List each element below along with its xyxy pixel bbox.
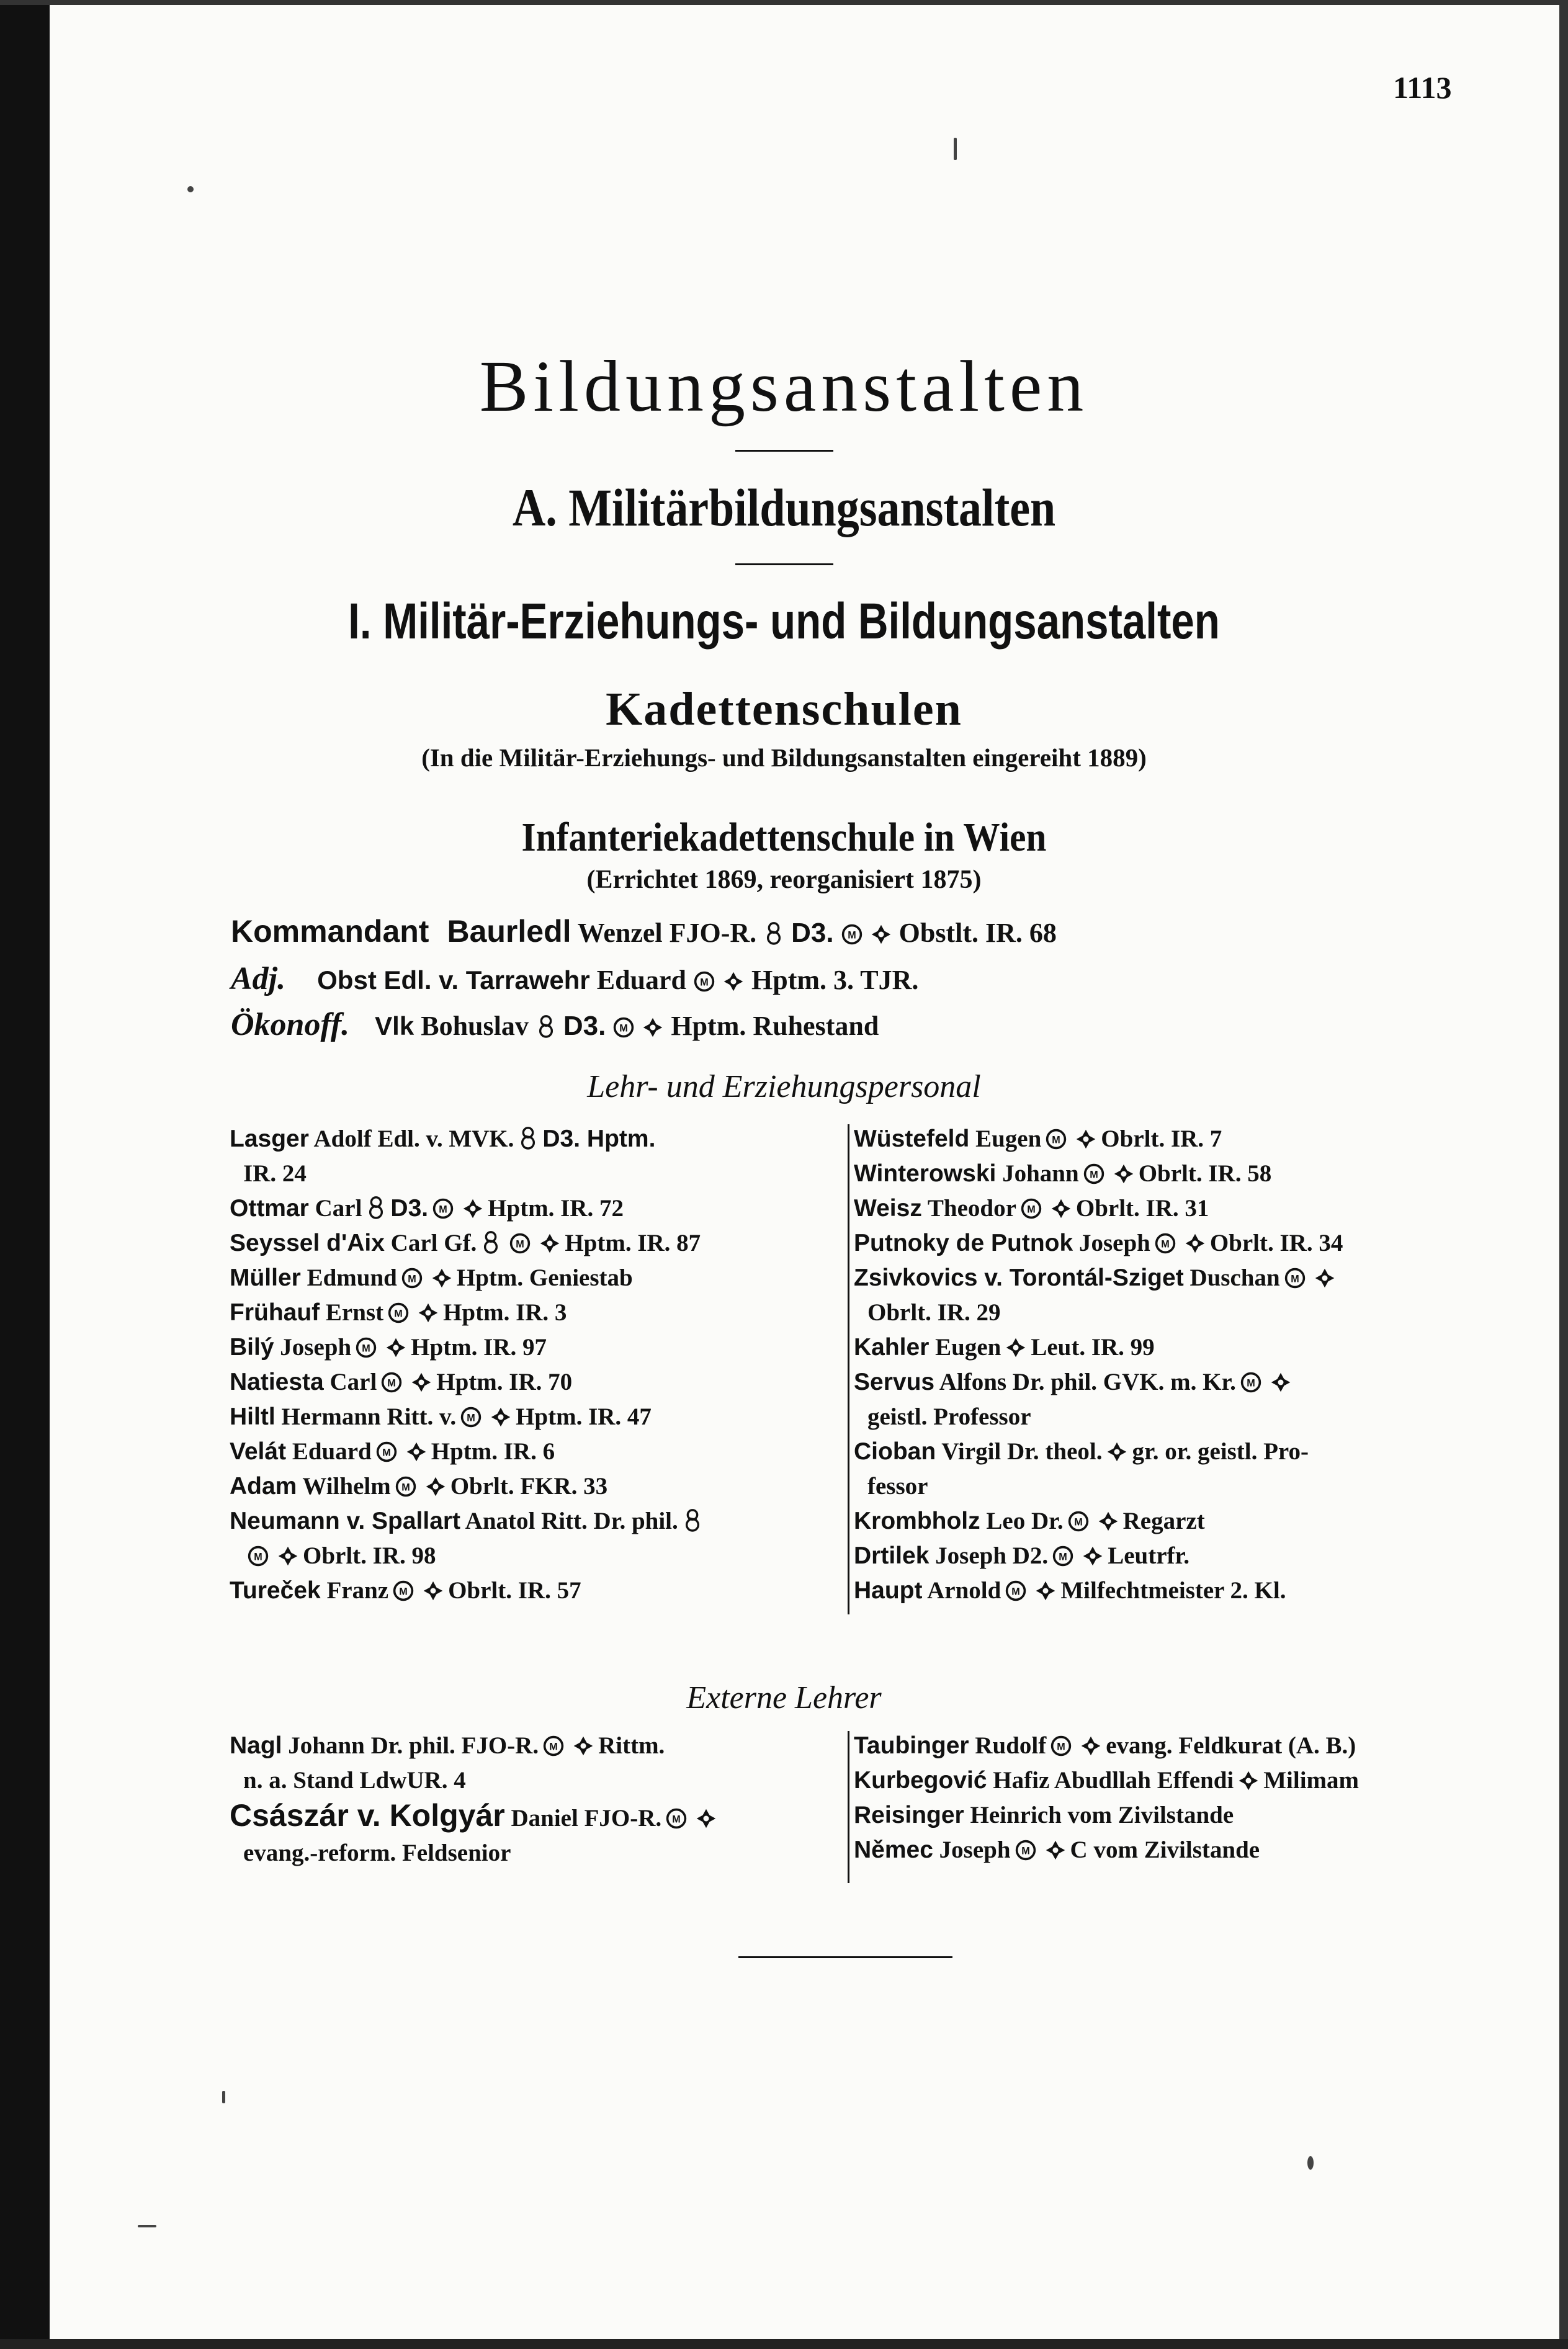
command-row-oekonom (231, 1006, 879, 1043)
rank-unit: Obrlt. IR. 7 (1101, 1125, 1222, 1152)
cross-icon (277, 1542, 299, 1569)
list-item (854, 1539, 1474, 1573)
cross-icon (1050, 1195, 1072, 1222)
svg-text:M: M (700, 977, 709, 988)
kadettenschulen-title: Kadettenschulen (606, 683, 962, 735)
list-item (854, 1295, 1474, 1330)
rank-unit: Hptm. IR. 70 (436, 1369, 573, 1395)
list-item (854, 1798, 1474, 1833)
military-merit-icon (392, 1577, 414, 1604)
person-surname: Seyssel d'Aix (230, 1230, 385, 1256)
list-item (230, 1400, 850, 1434)
cross-icon (1106, 1438, 1128, 1465)
person-surname: Hiltl (230, 1403, 276, 1430)
cross-icon (417, 1299, 439, 1326)
military-merit-icon (1067, 1508, 1090, 1534)
svg-text:M: M (467, 1412, 475, 1424)
svg-text:M: M (1021, 1845, 1030, 1857)
cross-icon (431, 1264, 453, 1291)
main-title: Bildungsanstalten (479, 346, 1089, 427)
person-surname: Servus (854, 1369, 935, 1395)
cross-icon (410, 1369, 432, 1395)
list-item (854, 1434, 1474, 1469)
rank-unit: Obrlt. IR. 58 (1138, 1160, 1272, 1187)
order-cross-icon (535, 1011, 557, 1041)
svg-text:M: M (394, 1308, 403, 1320)
list-item (854, 1157, 1474, 1191)
extern-list-right (854, 1729, 1474, 1868)
school-note: (Errichtet 1869, reorganisiert 1875) (586, 866, 982, 894)
rank-unit: Obrlt. IR. 98 (303, 1542, 436, 1569)
person-surname: Putnoky de Putnok (854, 1230, 1073, 1256)
column-divider (848, 1124, 849, 1614)
person-details: Eugen (975, 1125, 1042, 1152)
list-item (230, 1330, 850, 1365)
list-item (230, 1763, 850, 1798)
staff-section-heading: Lehr- und Erziehungspersonal (587, 1069, 981, 1104)
cross-icon (385, 1334, 407, 1361)
military-merit-icon (1240, 1369, 1262, 1395)
cross-icon (1005, 1334, 1027, 1361)
list-item (230, 1836, 850, 1871)
list-item (230, 1469, 850, 1504)
person-details: Alfons Dr. phil. GVK. m. Kr. (939, 1369, 1236, 1395)
person-surname: Weisz (854, 1195, 922, 1222)
military-merit-icon (401, 1264, 423, 1291)
list-item (854, 1191, 1474, 1226)
command-row-adjutant (231, 960, 918, 997)
rank-unit: Hptm. 3. TJR. (751, 965, 919, 995)
cross-icon (539, 1230, 561, 1256)
decoration-code: D3. Hptm. (542, 1125, 656, 1152)
section-i-title: I. Militär-Erziehungs- und Bildungsanstalten (348, 593, 1220, 650)
svg-text:M: M (1057, 1741, 1065, 1753)
list-item (854, 1833, 1474, 1868)
rank-unit: Hptm. IR. 6 (431, 1438, 555, 1465)
rank-unit: Obrlt. IR. 57 (448, 1577, 581, 1604)
person-surname: Baurledl (447, 914, 571, 949)
list-item (854, 1330, 1474, 1365)
person-surname: Lasger (230, 1125, 309, 1152)
rank-unit: Hptm. Ruhestand (671, 1011, 879, 1041)
rank-unit: Hptm. IR. 3 (443, 1299, 567, 1326)
cross-icon (1082, 1542, 1104, 1569)
cross-icon (1184, 1230, 1206, 1256)
decoration-code: D3. (390, 1195, 429, 1222)
list-item (230, 1798, 850, 1836)
person-surname: Tureček (230, 1577, 321, 1604)
military-merit-icon (1052, 1542, 1074, 1569)
person-details: Adolf Edl. v. MVK. (313, 1125, 514, 1152)
person-surname: Bilý (230, 1334, 274, 1361)
military-merit-icon (387, 1299, 410, 1326)
military-merit-icon (380, 1369, 403, 1395)
scan-speck (954, 138, 957, 160)
person-details: Carl (329, 1369, 377, 1395)
scan-speck (138, 2225, 156, 2227)
svg-text:M: M (672, 1814, 681, 1825)
person-details: Wilhelm (302, 1473, 391, 1500)
cross-icon (462, 1195, 484, 1222)
person-details: Arnold (927, 1577, 1001, 1604)
rank-unit: Obstlt. IR. 68 (898, 918, 1057, 948)
rank-unit: Obrlt. IR. 31 (1075, 1195, 1209, 1222)
rank-unit: Hptm. IR. 87 (565, 1230, 701, 1256)
military-merit-icon (1045, 1125, 1067, 1152)
svg-text:M: M (847, 929, 856, 941)
person-surname: Vlk (375, 1011, 414, 1040)
svg-text:M: M (619, 1022, 629, 1034)
cross-icon (1314, 1264, 1336, 1291)
role-label: Kommandant (231, 914, 429, 949)
person-surname: Winterowski (854, 1160, 997, 1187)
person-surname: Haupt (854, 1577, 923, 1604)
svg-text:M: M (399, 1586, 408, 1598)
list-item (854, 1365, 1474, 1400)
person-details: Theodor (927, 1195, 1016, 1222)
military-merit-icon (693, 965, 745, 995)
list-item (854, 1226, 1474, 1261)
military-merit-icon (665, 1805, 688, 1832)
end-rule (738, 1956, 952, 1958)
rank-unit: evang. Feldkurat (A. B.) (1106, 1732, 1356, 1759)
list-item (230, 1295, 850, 1330)
military-merit-icon (355, 1334, 377, 1361)
rank-unit: Leut. IR. 99 (1031, 1334, 1155, 1361)
person-surname: Reisinger (854, 1802, 964, 1828)
military-merit-icon (375, 1438, 398, 1465)
staff-list-right (854, 1122, 1474, 1608)
person-details: Anatol Ritt. Dr. phil. (465, 1508, 678, 1534)
list-item (230, 1434, 850, 1469)
scan-border-bottom (0, 2339, 1568, 2349)
person-details: Carl Gf. (390, 1230, 477, 1256)
svg-text:M: M (1052, 1134, 1061, 1146)
person-details: Eduard (292, 1438, 372, 1465)
svg-text:M: M (516, 1238, 525, 1250)
military-merit-icon (1154, 1230, 1176, 1256)
school-title: Infanteriekadettenschule in Wien (521, 815, 1047, 860)
list-item (230, 1261, 850, 1295)
person-details: Eduard (596, 965, 687, 995)
person-surname: Császár v. Kolgyár (230, 1798, 505, 1833)
person-details: n. a. Stand LdwUR. 4 (243, 1767, 466, 1794)
rank-unit: Rittm. (598, 1732, 665, 1759)
list-item (854, 1261, 1474, 1295)
divider-rule (735, 563, 833, 565)
list-item (230, 1539, 850, 1573)
svg-text:M: M (1089, 1169, 1098, 1181)
person-surname: Ottmar (230, 1195, 309, 1222)
person-details: Eugen (935, 1334, 1001, 1361)
person-details: Ernst (325, 1299, 384, 1326)
military-merit-icon (1005, 1577, 1027, 1604)
list-item (854, 1763, 1474, 1798)
military-merit-icon (1284, 1264, 1306, 1291)
order-cross-icon (682, 1508, 703, 1534)
svg-text:M: M (1161, 1238, 1170, 1250)
person-details: Joseph (939, 1837, 1011, 1863)
rank-unit: Hptm. IR. 47 (516, 1403, 652, 1430)
person-details: Edmund (307, 1264, 397, 1291)
person-details: Daniel FJO-R. (511, 1805, 662, 1832)
military-merit-icon (1050, 1732, 1072, 1759)
cross-icon (490, 1403, 512, 1430)
rank-unit: gr. or. geistl. Pro- (1132, 1438, 1309, 1465)
person-surname: Nagl (230, 1732, 282, 1759)
svg-text:M: M (1290, 1273, 1299, 1285)
person-surname: Zsivkovics v. Torontál-Sziget (854, 1264, 1184, 1291)
cross-icon (424, 1473, 447, 1500)
person-details: Leo Dr. (986, 1508, 1064, 1534)
svg-text:M: M (439, 1204, 447, 1215)
person-surname: Wüstefeld (854, 1125, 970, 1152)
column-divider (848, 1731, 849, 1883)
person-details: Joseph D2. (935, 1542, 1049, 1569)
person-details: Duschan (1189, 1264, 1280, 1291)
person-surname: Obst Edl. v. Tarrawehr (317, 965, 590, 995)
cross-icon (1034, 1577, 1057, 1604)
scan-speck (187, 186, 194, 192)
section-a-title: A. Militärbildungsanstalten (512, 478, 1056, 537)
person-details: Johann Dr. phil. FJO-R. (288, 1732, 539, 1759)
person-surname: Velát (230, 1438, 287, 1465)
person-details: Obrlt. IR. 29 (867, 1299, 1001, 1326)
svg-text:M: M (549, 1741, 558, 1753)
person-details: Joseph (280, 1334, 352, 1361)
scan-speck (222, 2091, 225, 2103)
role-label: Adj. (231, 961, 286, 996)
rank-unit: Leutrfr. (1108, 1542, 1189, 1569)
svg-text:M: M (401, 1482, 410, 1493)
cross-icon (422, 1577, 444, 1604)
cross-icon (1237, 1767, 1260, 1794)
order-cross-icon (365, 1195, 387, 1222)
person-surname: Kahler (854, 1334, 930, 1361)
list-item (230, 1729, 850, 1763)
person-details: IR. 24 (243, 1160, 307, 1187)
kadettenschulen-note: (In die Militär-Erziehungs- und Bildungsanstalten eingereiht 1889) (421, 743, 1147, 772)
person-surname: Krombholz (854, 1508, 980, 1534)
rank-unit: Regarzt (1122, 1508, 1205, 1534)
person-surname: Drtilek (854, 1542, 930, 1569)
decoration-code: D3. (563, 1011, 606, 1041)
order-cross-icon (517, 1125, 539, 1152)
cross-icon (405, 1438, 428, 1465)
extern-section-heading: Externe Lehrer (686, 1680, 882, 1716)
page-number: 1113 (1393, 70, 1452, 105)
svg-text:M: M (362, 1343, 370, 1354)
cross-icon (1080, 1732, 1102, 1759)
military-merit-icon (509, 1230, 531, 1256)
cross-icon (1113, 1160, 1135, 1187)
person-details: Carl (315, 1195, 362, 1222)
rank-unit: Obrlt. FKR. 33 (450, 1473, 608, 1500)
cross-icon (572, 1732, 594, 1759)
person-details: Virgil Dr. theol. (941, 1438, 1103, 1465)
rank-unit: Milimam (1263, 1767, 1360, 1794)
list-item (230, 1122, 850, 1157)
list-item (854, 1573, 1474, 1608)
cross-icon (1075, 1125, 1097, 1152)
svg-text:M: M (1073, 1516, 1083, 1528)
list-item (230, 1504, 850, 1539)
person-surname: Neumann v. Spallart (230, 1508, 461, 1534)
divider-rule (735, 450, 833, 452)
staff-list-left (230, 1122, 850, 1608)
military-merit-icon (247, 1542, 269, 1569)
list-item (230, 1573, 850, 1608)
svg-text:M: M (387, 1377, 396, 1389)
person-details: Hafiz Abudllah Effendi (993, 1767, 1234, 1794)
list-item (854, 1469, 1474, 1504)
person-details: Hermann Ritt. v. (281, 1403, 457, 1430)
person-surname: Cioban (854, 1438, 936, 1465)
list-item (230, 1191, 850, 1226)
command-row-kommandant (231, 913, 1057, 949)
person-surname: Natiesta (230, 1369, 324, 1395)
cross-icon (1044, 1837, 1067, 1863)
military-merit-icon (1020, 1195, 1042, 1222)
svg-text:M: M (1011, 1586, 1021, 1598)
rank-unit: Hptm. IR. 97 (411, 1334, 547, 1361)
person-details: Rudolf (975, 1732, 1047, 1759)
list-item (854, 1400, 1474, 1434)
person-details: Bohuslav (421, 1011, 529, 1041)
list-item (854, 1122, 1474, 1157)
person-surname: Müller (230, 1264, 301, 1291)
order-cross-icon (763, 918, 784, 948)
rank-unit: C vom Zivilstande (1070, 1837, 1260, 1863)
list-item (230, 1157, 850, 1191)
military-merit-icon (1015, 1837, 1037, 1863)
svg-text:M: M (254, 1551, 262, 1563)
list-item (854, 1504, 1474, 1539)
person-surname: Němec (854, 1837, 933, 1863)
person-details: evang.-reform. Feldsenior (243, 1840, 511, 1866)
military-merit-icon (1083, 1160, 1105, 1187)
military-merit-icon (542, 1732, 565, 1759)
military-merit-icon (841, 918, 892, 948)
rank-unit: Milfechtmeister 2. Kl. (1060, 1577, 1286, 1604)
scan-border-top (0, 0, 1568, 5)
person-details: geistl. Professor (867, 1403, 1031, 1430)
svg-text:M: M (1247, 1377, 1255, 1389)
decoration-code: D3. (791, 918, 834, 948)
extern-list-left (230, 1729, 850, 1871)
role-label: Ökonoff. (231, 1007, 350, 1042)
list-item (854, 1729, 1474, 1763)
svg-text:M: M (1027, 1204, 1036, 1215)
person-surname: Frühauf (230, 1299, 320, 1326)
rank-unit: Hptm. IR. 72 (488, 1195, 624, 1222)
svg-text:M: M (408, 1273, 416, 1285)
person-details: Franz (326, 1577, 389, 1604)
list-item (230, 1226, 850, 1261)
cross-icon (1270, 1369, 1292, 1395)
military-merit-icon (612, 1011, 664, 1041)
person-details: Wenzel FJO-R. (577, 918, 757, 948)
cross-icon (695, 1805, 717, 1832)
person-details: fessor (867, 1473, 928, 1500)
rank-unit: Obrlt. IR. 34 (1209, 1230, 1343, 1256)
order-cross-icon (480, 1230, 501, 1256)
scan-speck (1307, 2156, 1314, 2170)
svg-text:M: M (382, 1447, 391, 1459)
person-details: Joseph (1078, 1230, 1150, 1256)
person-surname: Adam (230, 1473, 297, 1500)
person-details: Heinrich vom Zivilstande (970, 1802, 1234, 1828)
rank-unit: Hptm. Geniestab (456, 1264, 633, 1291)
military-merit-icon (460, 1403, 482, 1430)
military-merit-icon (395, 1473, 417, 1500)
cross-icon (1097, 1508, 1119, 1534)
person-surname: Kurbegović (854, 1767, 987, 1794)
person-surname: Taubinger (854, 1732, 969, 1759)
military-merit-icon (432, 1195, 454, 1222)
list-item (230, 1365, 850, 1400)
person-details: Johann (1002, 1160, 1079, 1187)
svg-text:M: M (1059, 1551, 1067, 1563)
